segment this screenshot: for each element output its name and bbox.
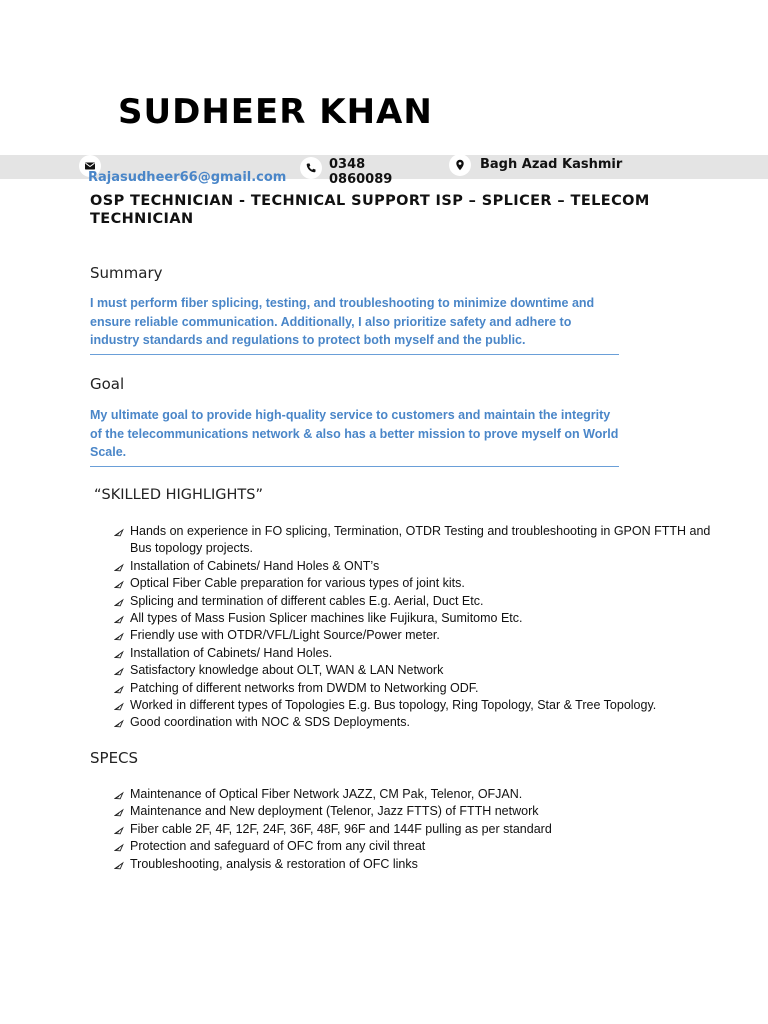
- arrowhead-bullet-icon: [114, 825, 124, 835]
- list-item: Friendly use with OTDR/VFL/Light Source/Power meter.: [112, 627, 712, 644]
- list-item: All types of Mass Fusion Splicer machines like Fujikura, Sumitomo Etc.: [112, 610, 712, 627]
- arrowhead-bullet-icon: [114, 562, 124, 572]
- summary-heading: Summary: [90, 264, 163, 282]
- arrowhead-bullet-icon: [114, 701, 124, 711]
- list-item: Splicing and termination of different cables E.g. Aerial, Duct Etc.: [112, 593, 712, 610]
- contact-location: Bagh Azad Kashmir: [480, 157, 623, 172]
- list-item: Protection and safeguard of OFC from any civil threat: [112, 838, 712, 855]
- arrowhead-bullet-icon: [114, 860, 124, 870]
- map-pin-icon: [449, 154, 471, 176]
- arrowhead-bullet-icon: [114, 684, 124, 694]
- list-item: Installation of Cabinets/ Hand Holes & ONT’s: [112, 558, 712, 575]
- arrowhead-bullet-icon: [114, 579, 124, 589]
- arrowhead-bullet-icon: [114, 649, 124, 659]
- goal-divider: [90, 466, 619, 467]
- contact-email[interactable]: Rajasudheer66@gmail.com: [88, 170, 287, 185]
- list-item: Patching of different networks from DWDM to Networking ODF.: [112, 680, 712, 697]
- arrowhead-bullet-icon: [114, 842, 124, 852]
- list-item: Hands on experience in FO splicing, Termination, OTDR Testing and troubleshooting in GPON FTTH and Bus topology projects.: [112, 523, 712, 558]
- specs-list: [112, 786, 712, 873]
- summary-divider: [90, 354, 619, 355]
- list-item: Fiber cable 2F, 4F, 12F, 24F, 36F, 48F, 96F and 144F pulling as per standard: [112, 821, 712, 838]
- list-item: Troubleshooting, analysis & restoration of OFC links: [112, 856, 712, 873]
- list-item: Installation of Cabinets/ Hand Holes.: [112, 645, 712, 662]
- arrowhead-bullet-icon: [114, 527, 124, 537]
- job-headline: OSP TECHNICIAN - TECHNICAL SUPPORT ISP – SPLICER – TELECOM TECHNICIAN: [90, 193, 650, 227]
- list-item: Satisfactory knowledge about OLT, WAN & LAN Network: [112, 662, 712, 679]
- skills-list: [112, 523, 712, 732]
- list-item: Optical Fiber Cable preparation for various types of joint kits.: [112, 575, 712, 592]
- phone-icon: [300, 157, 322, 179]
- arrowhead-bullet-icon: [114, 790, 124, 800]
- goal-text: My ultimate goal to provide high-quality service to customers and maintain the integrity of the telecommunications network & also has a better mission to prove myself on World Scale.: [90, 408, 619, 460]
- arrowhead-bullet-icon: [114, 807, 124, 817]
- list-item: Maintenance of Optical Fiber Network JAZZ, CM Pak, Telenor, OFJAN.: [112, 786, 712, 803]
- arrowhead-bullet-icon: [114, 631, 124, 641]
- candidate-name: SUDHEER KHAN: [118, 92, 433, 132]
- summary-text: I must perform fiber splicing, testing, and troubleshooting to minimize downtime and ensure reliable communication. Additionally, I also prioritize safety and adhere to industry standards and regulations to protect both myself and the public.: [90, 296, 595, 348]
- list-item: Maintenance and New deployment (Telenor, Jazz FTTS) of FTTH network: [112, 803, 712, 820]
- skills-heading: “SKILLED HIGHLIGHTS”: [94, 487, 263, 503]
- arrowhead-bullet-icon: [114, 597, 124, 607]
- specs-heading: SPECS: [90, 749, 139, 767]
- list-item: Worked in different types of Topologies E.g. Bus topology, Ring Topology, Star & Tree Topology.: [112, 697, 712, 714]
- goal-heading: Goal: [90, 375, 125, 393]
- arrowhead-bullet-icon: [114, 666, 124, 676]
- arrowhead-bullet-icon: [114, 718, 124, 728]
- arrowhead-bullet-icon: [114, 614, 124, 624]
- contact-phone: 0348 0860089: [329, 157, 393, 187]
- list-item: Good coordination with NOC & SDS Deployments.: [112, 714, 712, 731]
